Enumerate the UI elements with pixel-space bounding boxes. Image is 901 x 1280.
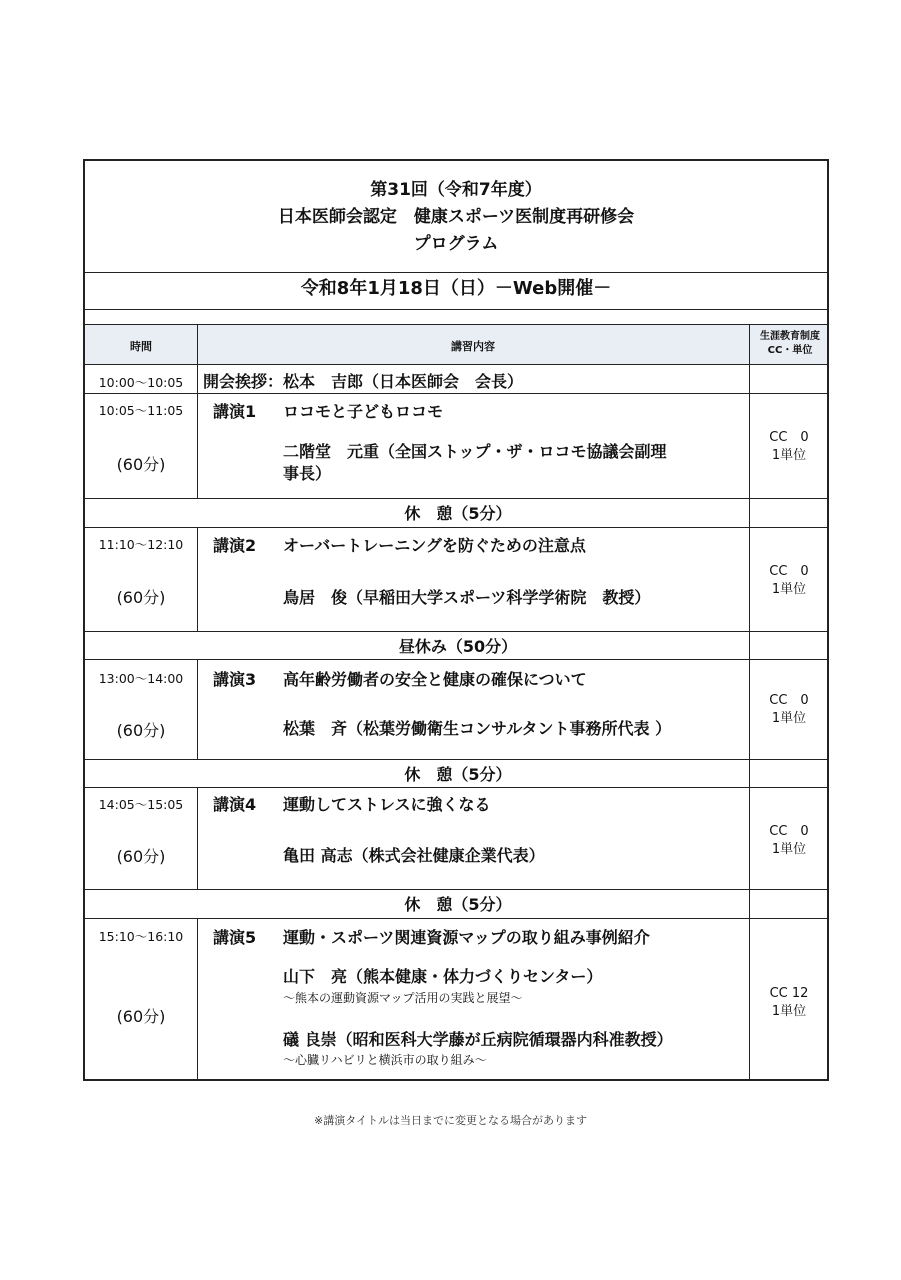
- credit-header-line-2: CC・単位: [767, 345, 813, 356]
- column-header-time: 時間: [130, 340, 152, 353]
- lecture-2-title: オーバートレーニングを防ぐための注意点: [283, 536, 586, 555]
- lecture-1-title: ロコモと子どもロコモ: [283, 402, 444, 421]
- program-table: [83, 159, 829, 1081]
- lecture-2-credits: [749, 563, 829, 599]
- opening-remarks: 開会挨拶：松本 吉郎（日本医師会 会長）: [203, 372, 524, 391]
- lecture-5-subtitle-2: ～心臓リハビリと横浜市の取り組み～: [283, 1053, 487, 1067]
- opening-time: 10:00～10:05: [98, 375, 184, 390]
- lecture-2-label: 講演2: [213, 536, 257, 555]
- lecture-3-title: 高年齢労働者の安全と健康の確保について: [283, 670, 587, 689]
- lecture-4-unit: 1単位: [771, 842, 807, 857]
- lecture-3-speaker: 松葉 斉（松葉労働衛生コンサルタント事務所代表 ）: [283, 719, 672, 738]
- lecture-2-time: 11:10～12:10: [98, 537, 184, 552]
- column-header-credit: [749, 330, 831, 358]
- lecture-3-label: 講演3: [213, 670, 257, 689]
- lecture-3-duration: (60分): [116, 721, 166, 740]
- lunch-break: 昼休み（50分）: [398, 637, 518, 656]
- lecture-1-unit: 1単位: [771, 448, 807, 463]
- lecture-5-duration: (60分): [116, 1007, 166, 1026]
- column-separator: [749, 325, 750, 1081]
- title-line-2: 日本医師会認定 健康スポーツ医制度再研修会: [277, 207, 635, 227]
- event-date: 令和8年1月18日（日）－Web開催－: [300, 278, 612, 299]
- lecture-5-label: 講演5: [213, 928, 257, 947]
- lecture-4-credits: [749, 823, 829, 859]
- lecture-5-title: 運動・スポーツ関連資源マップの取り組み事例紹介: [283, 928, 650, 947]
- lecture-3-time: 13:00～14:00: [98, 671, 184, 686]
- lecture-1-speaker-cont: 事長）: [283, 464, 332, 483]
- title-line-1: 第31回（令和7年度）: [370, 180, 542, 200]
- column-separator: [197, 527, 198, 632]
- lecture-5-credits: [749, 985, 829, 1021]
- credit-header-line-1: 生涯教育制度: [760, 331, 820, 342]
- lecture-3-credits: [749, 692, 829, 728]
- lecture-4-cc: CC 0: [769, 824, 809, 839]
- column-separator: [197, 918, 198, 1081]
- break-1: 休 憩（5分）: [404, 504, 512, 523]
- lecture-5-time: 15:10～16:10: [98, 929, 184, 944]
- lecture-1-duration: (60分): [116, 455, 166, 474]
- lecture-4-speaker: 亀田 高志（株式会社健康企業代表）: [283, 846, 545, 865]
- lecture-5-speaker-1: 山下 亮（熊本健康・体力づくりセンター）: [283, 967, 603, 986]
- lecture-2-unit: 1単位: [771, 582, 807, 597]
- column-header-content: 講習内容: [451, 340, 495, 353]
- lecture-4-time: 14:05～15:05: [98, 797, 184, 812]
- lecture-4-duration: (60分): [116, 847, 166, 866]
- column-separator: [197, 325, 198, 499]
- column-separator: [197, 787, 198, 890]
- lecture-1-credits: [749, 429, 829, 465]
- title-line-3: プログラム: [413, 234, 499, 254]
- break-3: 休 憩（5分）: [404, 895, 512, 914]
- lecture-5-speaker-2: 礒 良崇（昭和医科大学藤が丘病院循環器内科准教授）: [283, 1030, 673, 1049]
- footnote: ※講演タイトルは当日までに変更となる場合があります: [314, 1114, 587, 1127]
- divider: [85, 309, 827, 310]
- lecture-5-cc: CC 12: [769, 986, 809, 1001]
- lecture-2-cc: CC 0: [769, 564, 809, 579]
- lecture-2-duration: (60分): [116, 588, 166, 607]
- lecture-3-cc: CC 0: [769, 693, 809, 708]
- lecture-1-label: 講演1: [213, 402, 257, 421]
- lecture-4-title: 運動してストレスに強くなる: [283, 795, 491, 814]
- lecture-5-unit: 1単位: [771, 1004, 807, 1019]
- lecture-3-unit: 1単位: [771, 711, 807, 726]
- lecture-1-cc: CC 0: [769, 430, 809, 445]
- lecture-1-speaker: 二階堂 元重（全国ストップ・ザ・ロコモ協議会副理: [283, 442, 667, 461]
- lecture-1-time: 10:05～11:05: [98, 403, 184, 418]
- lecture-5-subtitle-1: ～熊本の運動資源マップ活用の実践と展望～: [283, 991, 523, 1005]
- break-2: 休 憩（5分）: [404, 765, 512, 784]
- program-title: [85, 177, 827, 258]
- lecture-2-speaker: 鳥居 俊（早稲田大学スポーツ科学学術院 教授）: [283, 588, 651, 607]
- column-separator: [197, 659, 198, 760]
- divider: [85, 272, 827, 273]
- lecture-4-label: 講演4: [213, 795, 257, 814]
